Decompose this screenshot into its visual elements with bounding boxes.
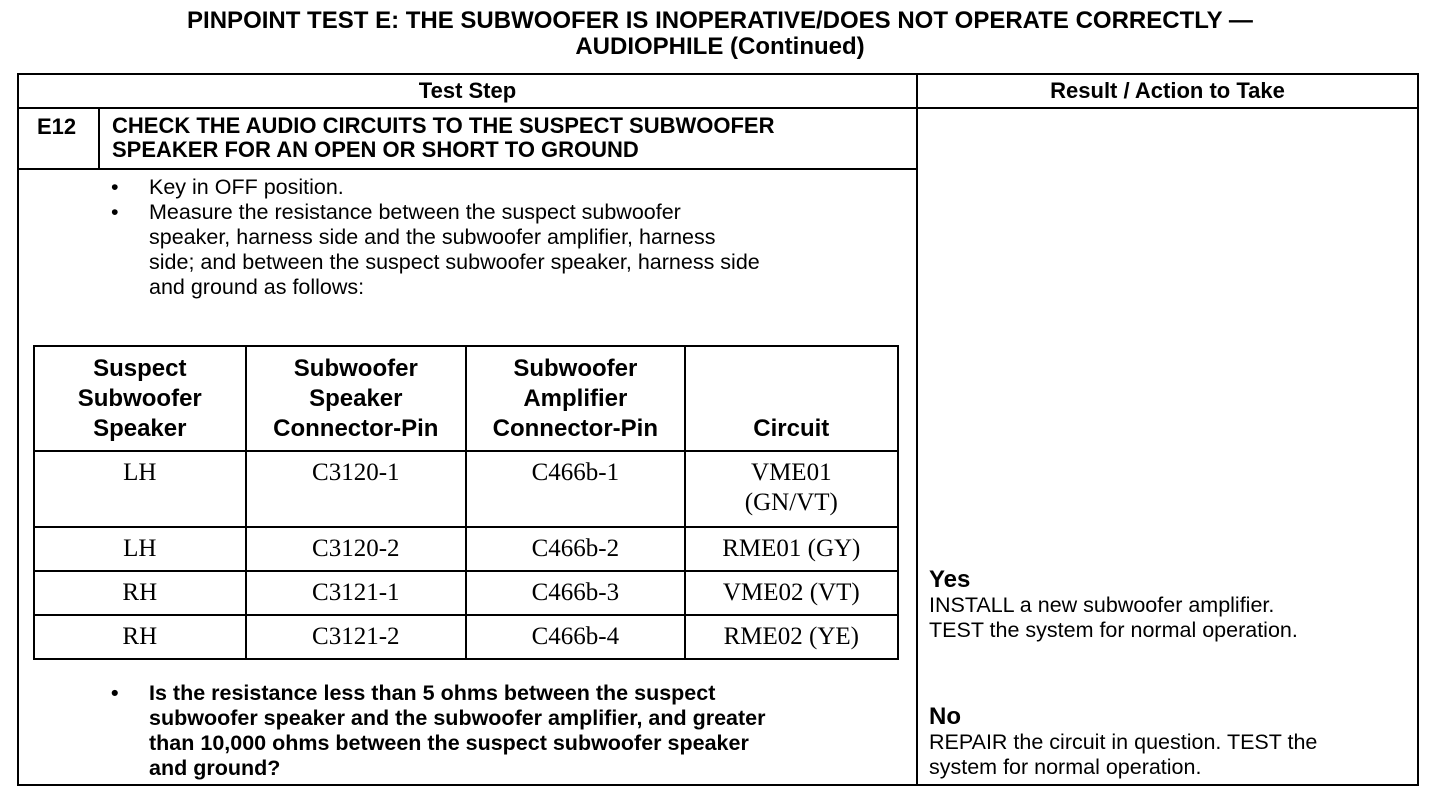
cell-amplifier-pin: C466b-4 [466,615,685,659]
pin-measurement-table [33,345,899,660]
column-header-amplifier-pin: Subwoofer Amplifier Connector-Pin [466,346,685,451]
instruction-text: Measure the resistance between the suspect subwoofer [149,200,681,224]
cell-circuit: VME01 (GN/VT) [685,451,898,527]
pin-table-header-row [34,346,898,451]
page-title [0,8,1440,60]
cell-speaker-pin: C3121-1 [246,571,467,615]
page-title-line-1: PINPOINT TEST E: THE SUBWOOFER IS INOPERATIVE/DOES NOT OPERATE CORRECTLY — [187,7,1253,34]
page-title-line-2: AUDIOPHILE (Continued) [575,33,865,60]
instruction-text: side; and between the suspect subwoofer speaker, harness side [149,250,760,274]
cell-circuit: RME01 (GY) [685,527,898,571]
test-step-header: Test Step [418,78,517,103]
instruction-text: Key in OFF position. [149,175,344,199]
cell-speaker-pin: C3120-2 [246,527,467,571]
result-yes [929,567,1409,643]
bullet-symbol: • [111,200,119,224]
cell-speaker: RH [34,615,246,659]
cell-speaker-pin: C3121-2 [246,615,467,659]
cell-speaker: LH [34,451,246,527]
header-rule [17,107,1419,109]
cell-amplifier-pin: C466b-3 [466,571,685,615]
cell-amplifier-pin: C466b-2 [466,527,685,571]
question-text: and ground? [149,756,281,780]
cell-circuit: RME02 (YE) [685,615,898,659]
step-title-line-1: CHECK THE AUDIO CIRCUITS TO THE SUSPECT SUBWOOFER [112,113,775,138]
result-yes-action: TEST the system for normal operation. [929,618,1298,642]
cell-circuit: VME02 (VT) [685,571,898,615]
instruction-text: speaker, harness side and the subwoofer amplifier, harness [149,225,716,249]
cell-amplifier-pin: C466b-1 [466,451,685,527]
bullet-symbol: • [111,681,119,705]
instruction-list [108,175,908,300]
step-number: E12 [37,114,77,139]
instruction-item [108,175,908,200]
question-text: Is the resistance less than 5 ohms between the suspect [149,681,716,705]
result-yes-action: INSTALL a new subwoofer amplifier. [929,593,1275,617]
instruction-text: and ground as follows: [149,275,365,299]
cell-speaker: LH [34,527,246,571]
result-no-label: No [929,703,961,730]
table-row [34,571,898,615]
test-question [108,681,908,781]
result-no [929,704,1409,780]
instruction-item [108,200,908,300]
result-no-action: system for normal operation. [929,755,1202,779]
column-divider [916,73,918,786]
table-row [34,451,898,527]
cell-speaker-pin: C3120-1 [246,451,467,527]
column-header-suspect-speaker: Suspect Subwoofer Speaker [34,346,246,451]
question-text: than 10,000 ohms between the suspect subwoofer speaker [149,731,749,755]
column-header-speaker-pin: Subwoofer Speaker Connector-Pin [246,346,467,451]
step-title-line-2: SPEAKER FOR AN OPEN OR SHORT TO GROUND [112,137,639,162]
result-yes-label: Yes [929,566,971,593]
step-title [112,114,912,162]
question-text: subwoofer speaker and the subwoofer amplifier, and greater [149,706,766,730]
table-row [34,615,898,659]
result-no-action: REPAIR the circuit in question. TEST the [929,730,1318,754]
table-row [34,527,898,571]
bullet-symbol: • [111,175,119,199]
cell-speaker: RH [34,571,246,615]
step-title-rule [17,168,918,170]
column-header-circuit: Circuit [685,346,898,451]
step-number-divider [98,109,100,169]
result-action-header: Result / Action to Take [1050,78,1285,103]
